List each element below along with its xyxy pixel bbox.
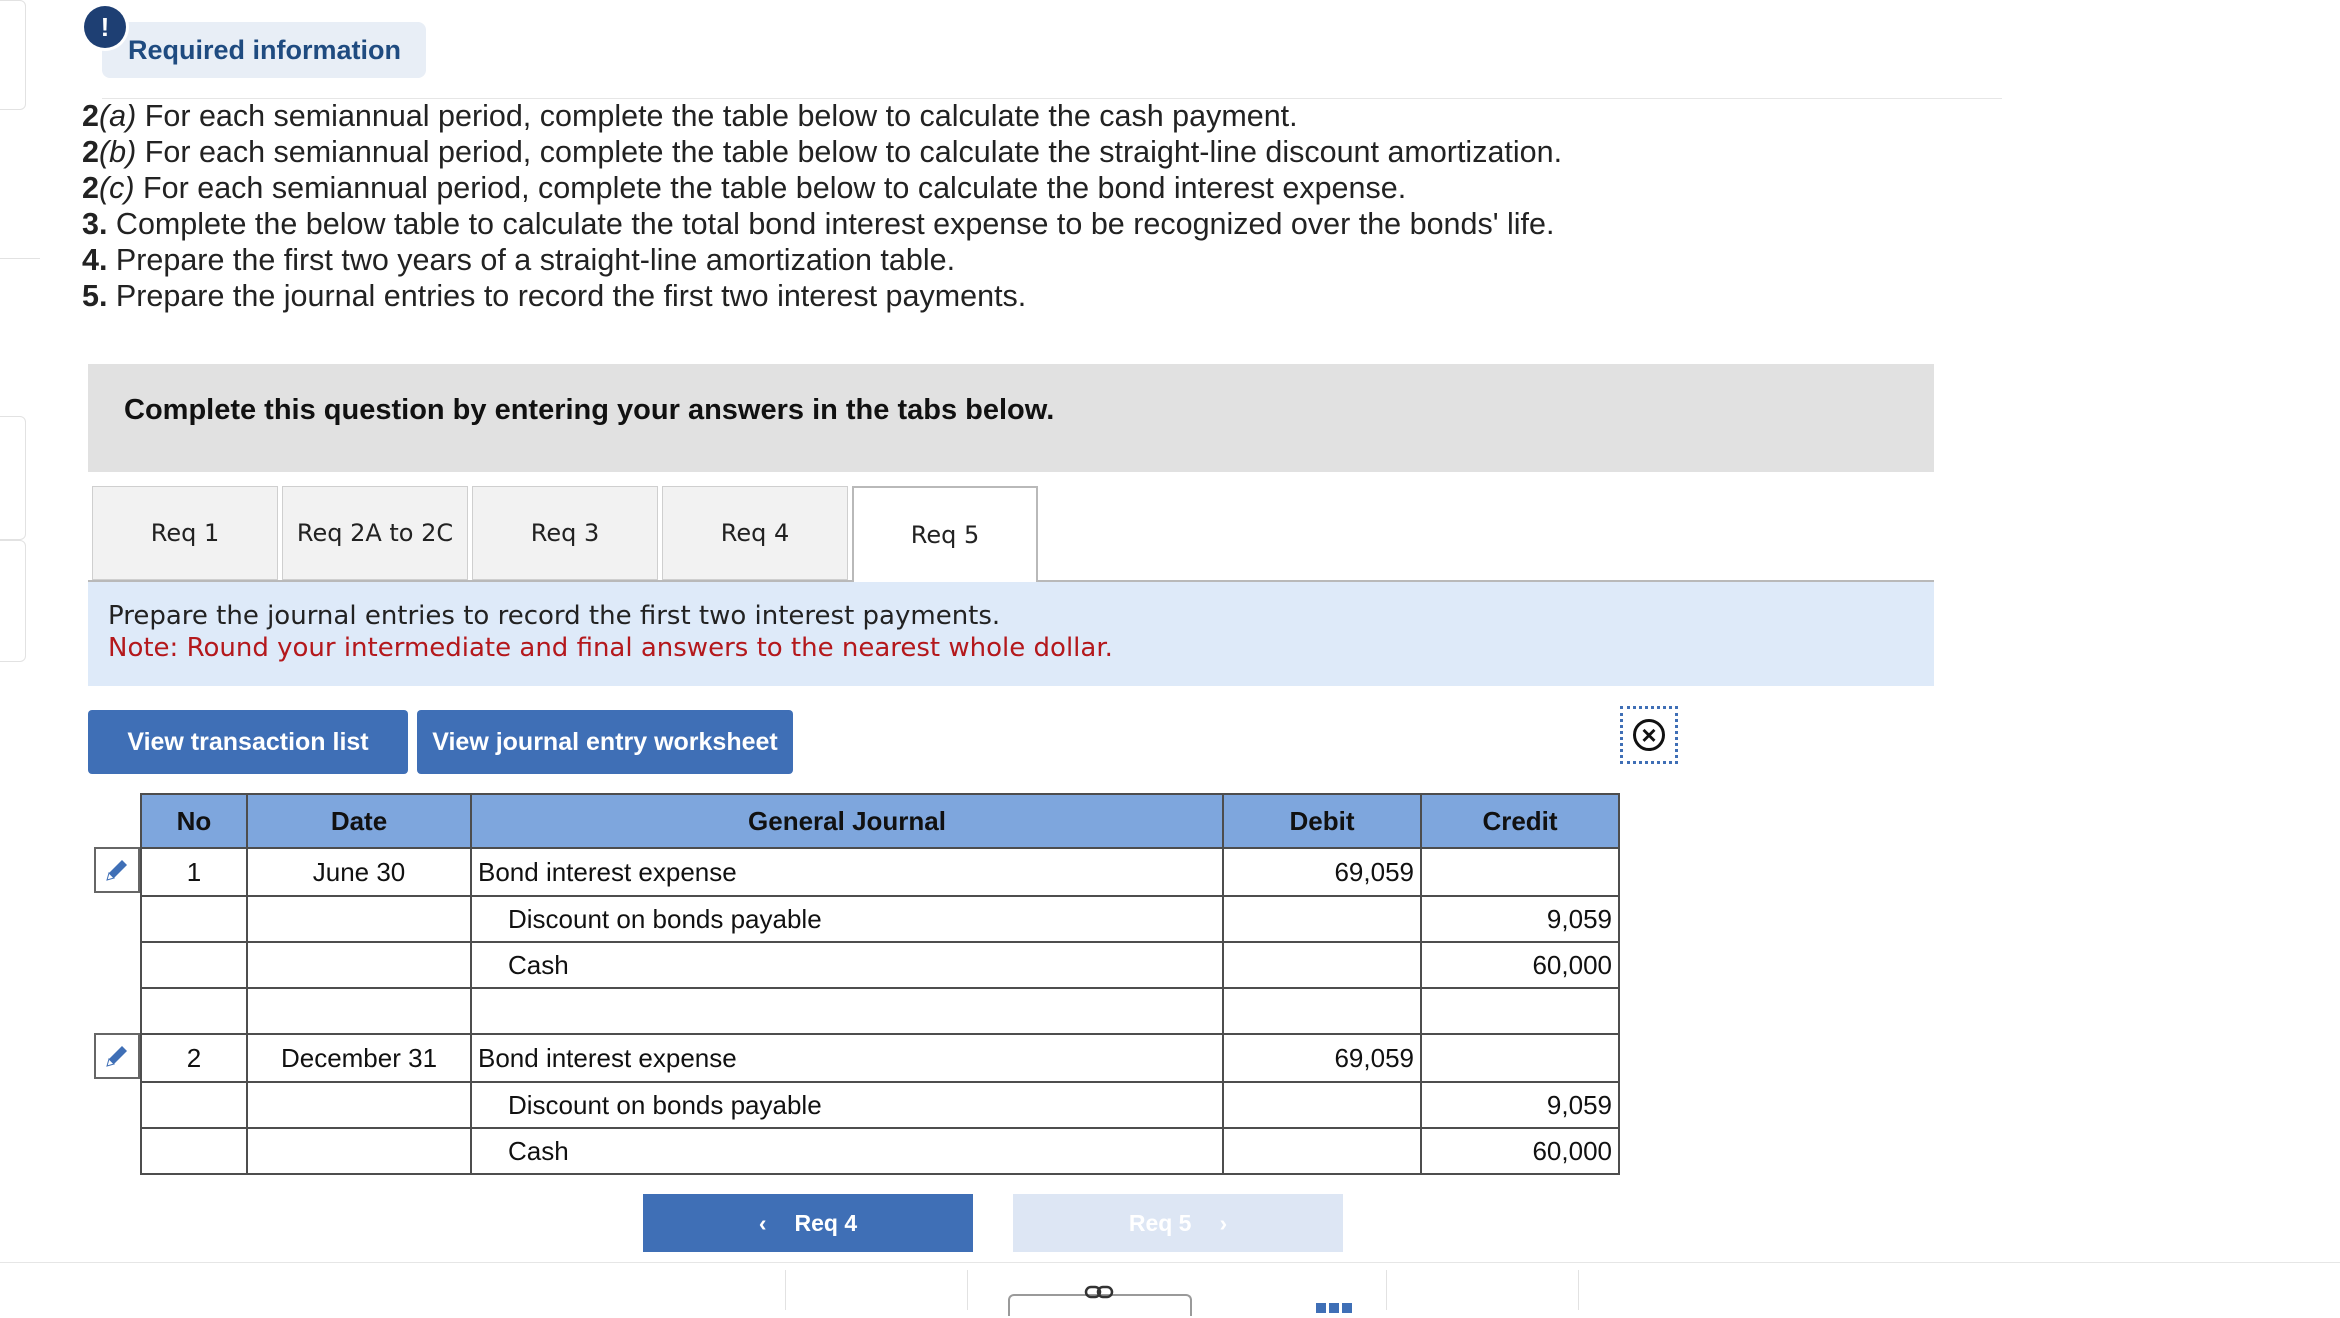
instructions: [82, 98, 1562, 314]
view-transaction-list-button[interactable]: View transaction list: [88, 710, 408, 774]
cell-credit: 60,000: [1421, 942, 1619, 988]
cell-no: 1: [141, 848, 247, 896]
chevron-right-icon: ›: [1219, 1209, 1228, 1236]
required-info-pill: [102, 22, 426, 78]
cell-account: Discount on bonds payable: [471, 896, 1223, 942]
instruction-line: 3. Complete the below table to calculate the total bond interest expense to be recognized over the bonds' life.: [82, 207, 1555, 241]
cell-debit: [1223, 988, 1421, 1034]
col-header-debit: Debit: [1223, 794, 1421, 848]
tab-req-4[interactable]: Req 4: [662, 486, 848, 580]
cell-debit: [1223, 942, 1421, 988]
cell-account: [471, 988, 1223, 1034]
table-row: [141, 1128, 1619, 1174]
cell-credit: 9,059: [1421, 896, 1619, 942]
tab-req-1[interactable]: Req 1: [92, 486, 278, 580]
cell-debit: [1223, 1082, 1421, 1128]
left-panel-fragment: [0, 416, 26, 540]
pencil-icon: [103, 856, 131, 884]
question-banner: [88, 364, 1934, 472]
table-header-row: [141, 794, 1619, 848]
toolbar-divider: [967, 1270, 968, 1310]
table-row: [141, 1082, 1619, 1128]
instruction-line: 4. Prepare the first two years of a straight-line amortization table.: [82, 243, 956, 277]
cell-no: [141, 988, 247, 1034]
cell-date: June 30: [247, 848, 471, 896]
cell-account: Bond interest expense: [471, 1034, 1223, 1082]
table-row: [141, 848, 1619, 896]
link-icon: [1084, 1284, 1114, 1300]
cell-account: Cash: [471, 942, 1223, 988]
required-info-label: Required information: [128, 35, 402, 65]
bottom-toolbar-border: [0, 1262, 2340, 1263]
next-req-label: Req 5: [1128, 1209, 1192, 1236]
prev-req-button[interactable]: [643, 1194, 973, 1252]
cell-account: Bond interest expense: [471, 848, 1223, 896]
cell-debit: [1223, 1128, 1421, 1174]
cell-no: [141, 1128, 247, 1174]
tab-req-2a-to-2c[interactable]: Req 2A to 2C: [282, 486, 468, 580]
instruction-line: 2(c) For each semiannual period, complete the table below to calculate the bond interest expense.: [82, 171, 1407, 205]
tab-req-3[interactable]: Req 3: [472, 486, 658, 580]
cell-credit: 60,000: [1421, 1128, 1619, 1174]
cell-debit: 69,059: [1223, 848, 1421, 896]
view-journal-entry-worksheet-button[interactable]: View journal entry worksheet: [417, 710, 793, 774]
instruction-line: 5. Prepare the journal entries to record the first two interest payments.: [82, 279, 1027, 313]
cell-date: [247, 1128, 471, 1174]
instruction-note: [88, 582, 1934, 686]
next-req-button: [1013, 1194, 1343, 1252]
cell-date: [247, 1082, 471, 1128]
table-row: [141, 942, 1619, 988]
close-button[interactable]: [1620, 706, 1678, 764]
grid-icon: [1316, 1300, 1352, 1310]
left-panel-fragment: [0, 540, 26, 662]
cell-debit: 69,059: [1223, 1034, 1421, 1082]
cell-credit: 9,059: [1421, 1082, 1619, 1128]
alert-icon: !: [84, 6, 126, 48]
cell-no: [141, 1082, 247, 1128]
table-row: [141, 1034, 1619, 1082]
left-divider: [0, 258, 40, 259]
toolbar-divider: [1578, 1270, 1579, 1310]
cell-date: [247, 896, 471, 942]
edit-entry-2-button[interactable]: [94, 1033, 140, 1079]
cell-account: Discount on bonds payable: [471, 1082, 1223, 1128]
pencil-icon: [103, 1042, 131, 1070]
cell-account: Cash: [471, 1128, 1223, 1174]
col-header-date: Date: [247, 794, 471, 848]
table-row: [141, 988, 1619, 1034]
chevron-left-icon: ‹: [758, 1209, 767, 1236]
close-icon: ×: [1633, 719, 1665, 751]
cell-credit: [1421, 988, 1619, 1034]
cell-debit: [1223, 896, 1421, 942]
col-header-credit: Credit: [1421, 794, 1619, 848]
toolbar-divider: [785, 1270, 786, 1310]
instruction-line: 2(b) For each semiannual period, complete the table below to calculate the straight-line discount amortization.: [82, 135, 1563, 169]
table-row: [141, 896, 1619, 942]
cell-credit: [1421, 848, 1619, 896]
edit-entry-1-button[interactable]: [94, 847, 140, 893]
note-instruction: Prepare the journal entries to record the first two interest payments.: [108, 601, 1001, 631]
cell-date: [247, 988, 471, 1034]
left-panel-fragment: [0, 0, 26, 110]
note-warning: Note: Round your intermediate and final answers to the nearest whole dollar.: [108, 633, 1113, 663]
col-header-no: No: [141, 794, 247, 848]
cell-date: [247, 942, 471, 988]
general-journal-table: [140, 793, 1620, 1175]
cell-no: [141, 896, 247, 942]
prev-req-label: Req 4: [794, 1209, 858, 1236]
cell-no: [141, 942, 247, 988]
instruction-line: 2(a) For each semiannual period, complete the table below to calculate the cash payment.: [82, 99, 1298, 133]
tab-req-5[interactable]: Req 5: [852, 486, 1038, 582]
cell-date: December 31: [247, 1034, 471, 1082]
cell-credit: [1421, 1034, 1619, 1082]
toolbar-divider: [1386, 1270, 1387, 1310]
banner-text: Complete this question by entering your answers in the tabs below.: [124, 394, 1055, 426]
col-header-general-journal: General Journal: [471, 794, 1223, 848]
cell-no: 2: [141, 1034, 247, 1082]
